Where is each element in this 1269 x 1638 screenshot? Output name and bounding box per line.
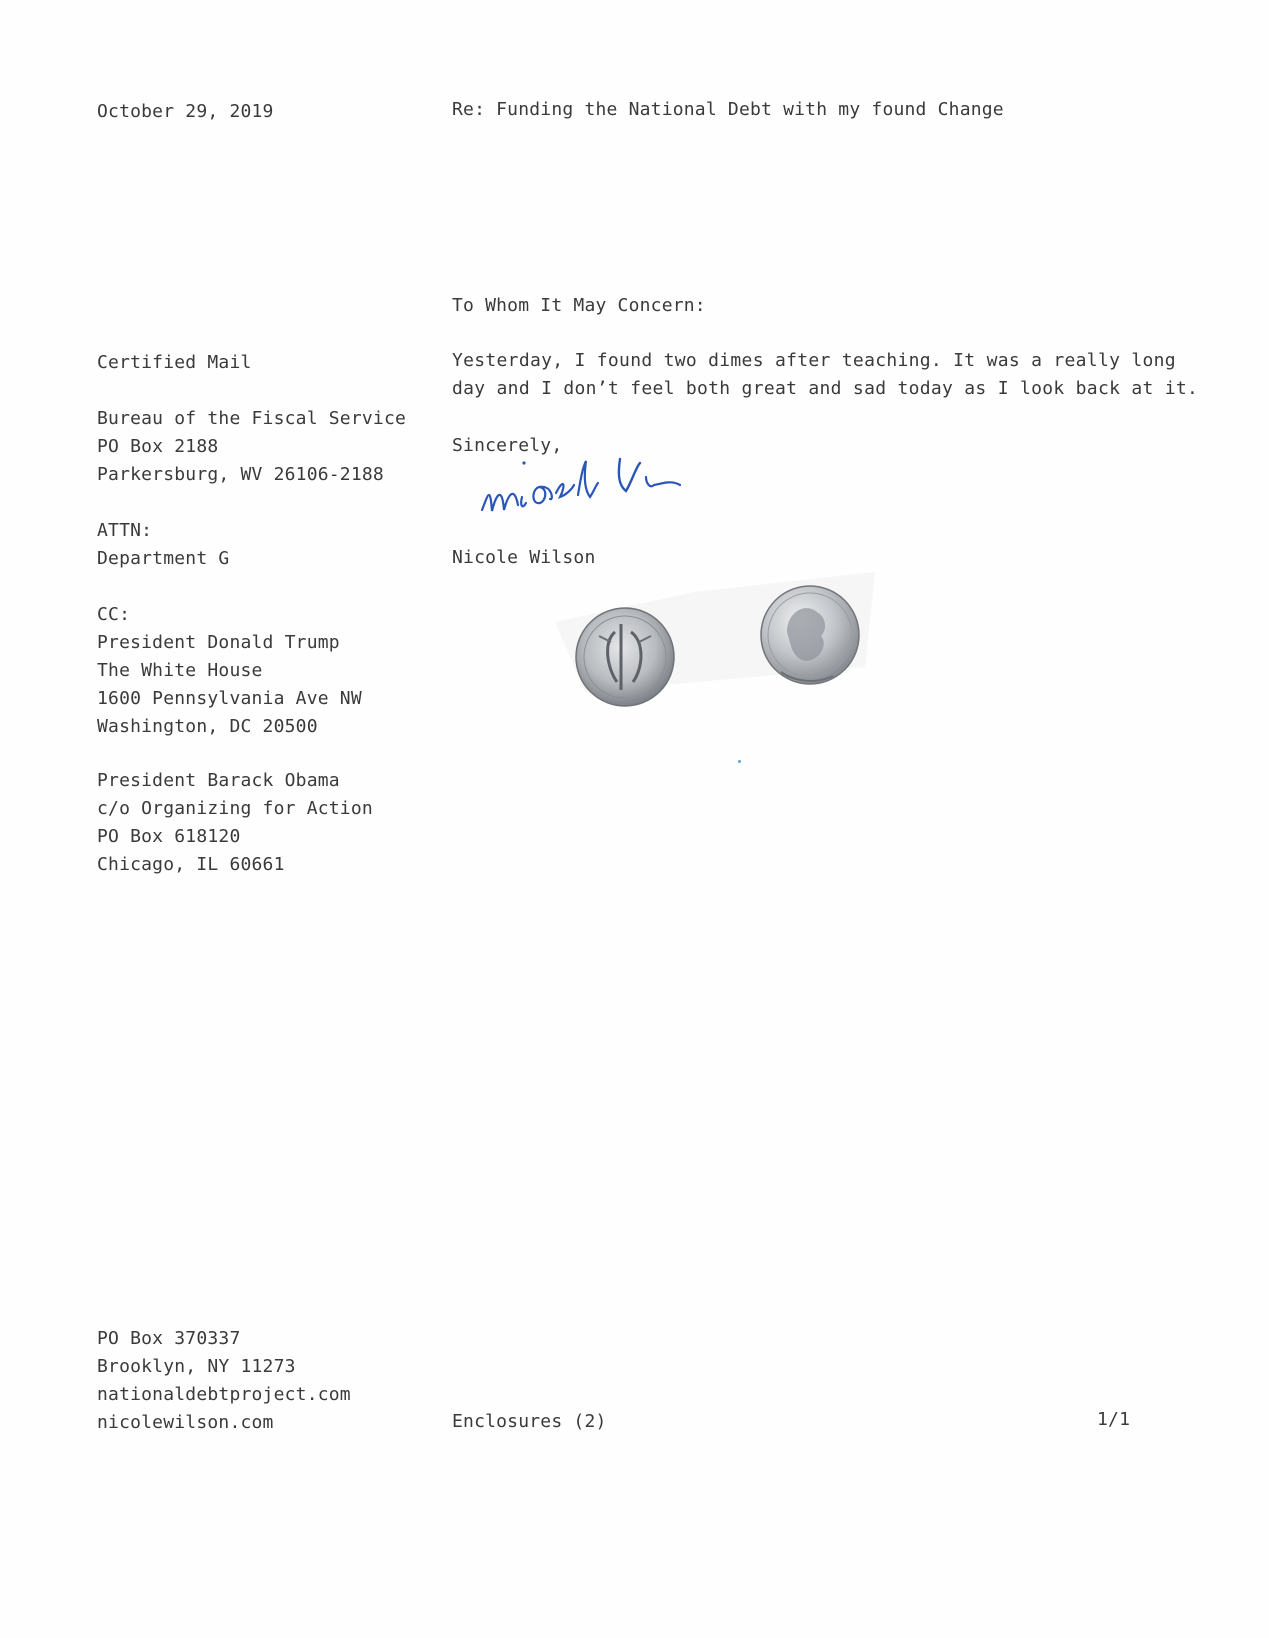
address-line: President Donald Trump — [97, 632, 340, 653]
address-line: PO Box 2188 — [97, 436, 219, 457]
address-line: PO Box 618120 — [97, 826, 241, 847]
address-line: Chicago, IL 60661 — [97, 854, 285, 875]
page-number: 1/1 — [1097, 1409, 1131, 1430]
cc-block — [97, 601, 362, 741]
scan-speck — [738, 760, 741, 763]
address-line: 1600 Pennsylvania Ave NW — [97, 688, 362, 709]
letter-date: October 29, 2019 — [97, 101, 274, 122]
signer-name: Nicole Wilson — [452, 547, 596, 568]
enclosures-note: Enclosures (2) — [452, 1411, 607, 1432]
cc-second-address — [97, 767, 373, 879]
cc-label: CC: — [97, 604, 131, 625]
letter-body — [452, 347, 1198, 403]
address-line: The White House — [97, 660, 263, 681]
closing: Sincerely, — [452, 435, 563, 456]
attn-block — [97, 517, 229, 573]
address-line: c/o Organizing for Action — [97, 798, 373, 819]
website-line: nationaldebtproject.com — [97, 1384, 351, 1405]
dime-reverse-image — [576, 608, 674, 706]
address-line: PO Box 370337 — [97, 1328, 241, 1349]
delivery-method: Certified Mail — [97, 352, 252, 373]
address-line: Bureau of the Fiscal Service — [97, 408, 407, 429]
salutation: To Whom It May Concern: — [452, 295, 706, 316]
letter-subject: Re: Funding the National Debt with my found Change — [452, 99, 1004, 120]
address-line: Parkersburg, WV 26106-2188 — [97, 464, 384, 485]
return-address — [97, 1325, 351, 1437]
enclosed-dimes-scan — [555, 572, 915, 747]
attn-label: ATTN: — [97, 520, 153, 541]
body-line: day and I don’t feel both great and sad today as I look back at it. — [452, 378, 1199, 399]
address-line: Brooklyn, NY 11273 — [97, 1356, 296, 1377]
attn-value: Department G — [97, 548, 230, 569]
website-line: nicolewilson.com — [97, 1412, 274, 1433]
dime-obverse-image — [761, 586, 859, 684]
address-line: President Barack Obama — [97, 770, 340, 791]
address-line: Washington, DC 20500 — [97, 716, 318, 737]
handwritten-signature — [480, 455, 730, 535]
body-line: Yesterday, I found two dimes after teaching. It was a really long — [452, 350, 1176, 371]
recipient-address — [97, 405, 406, 489]
